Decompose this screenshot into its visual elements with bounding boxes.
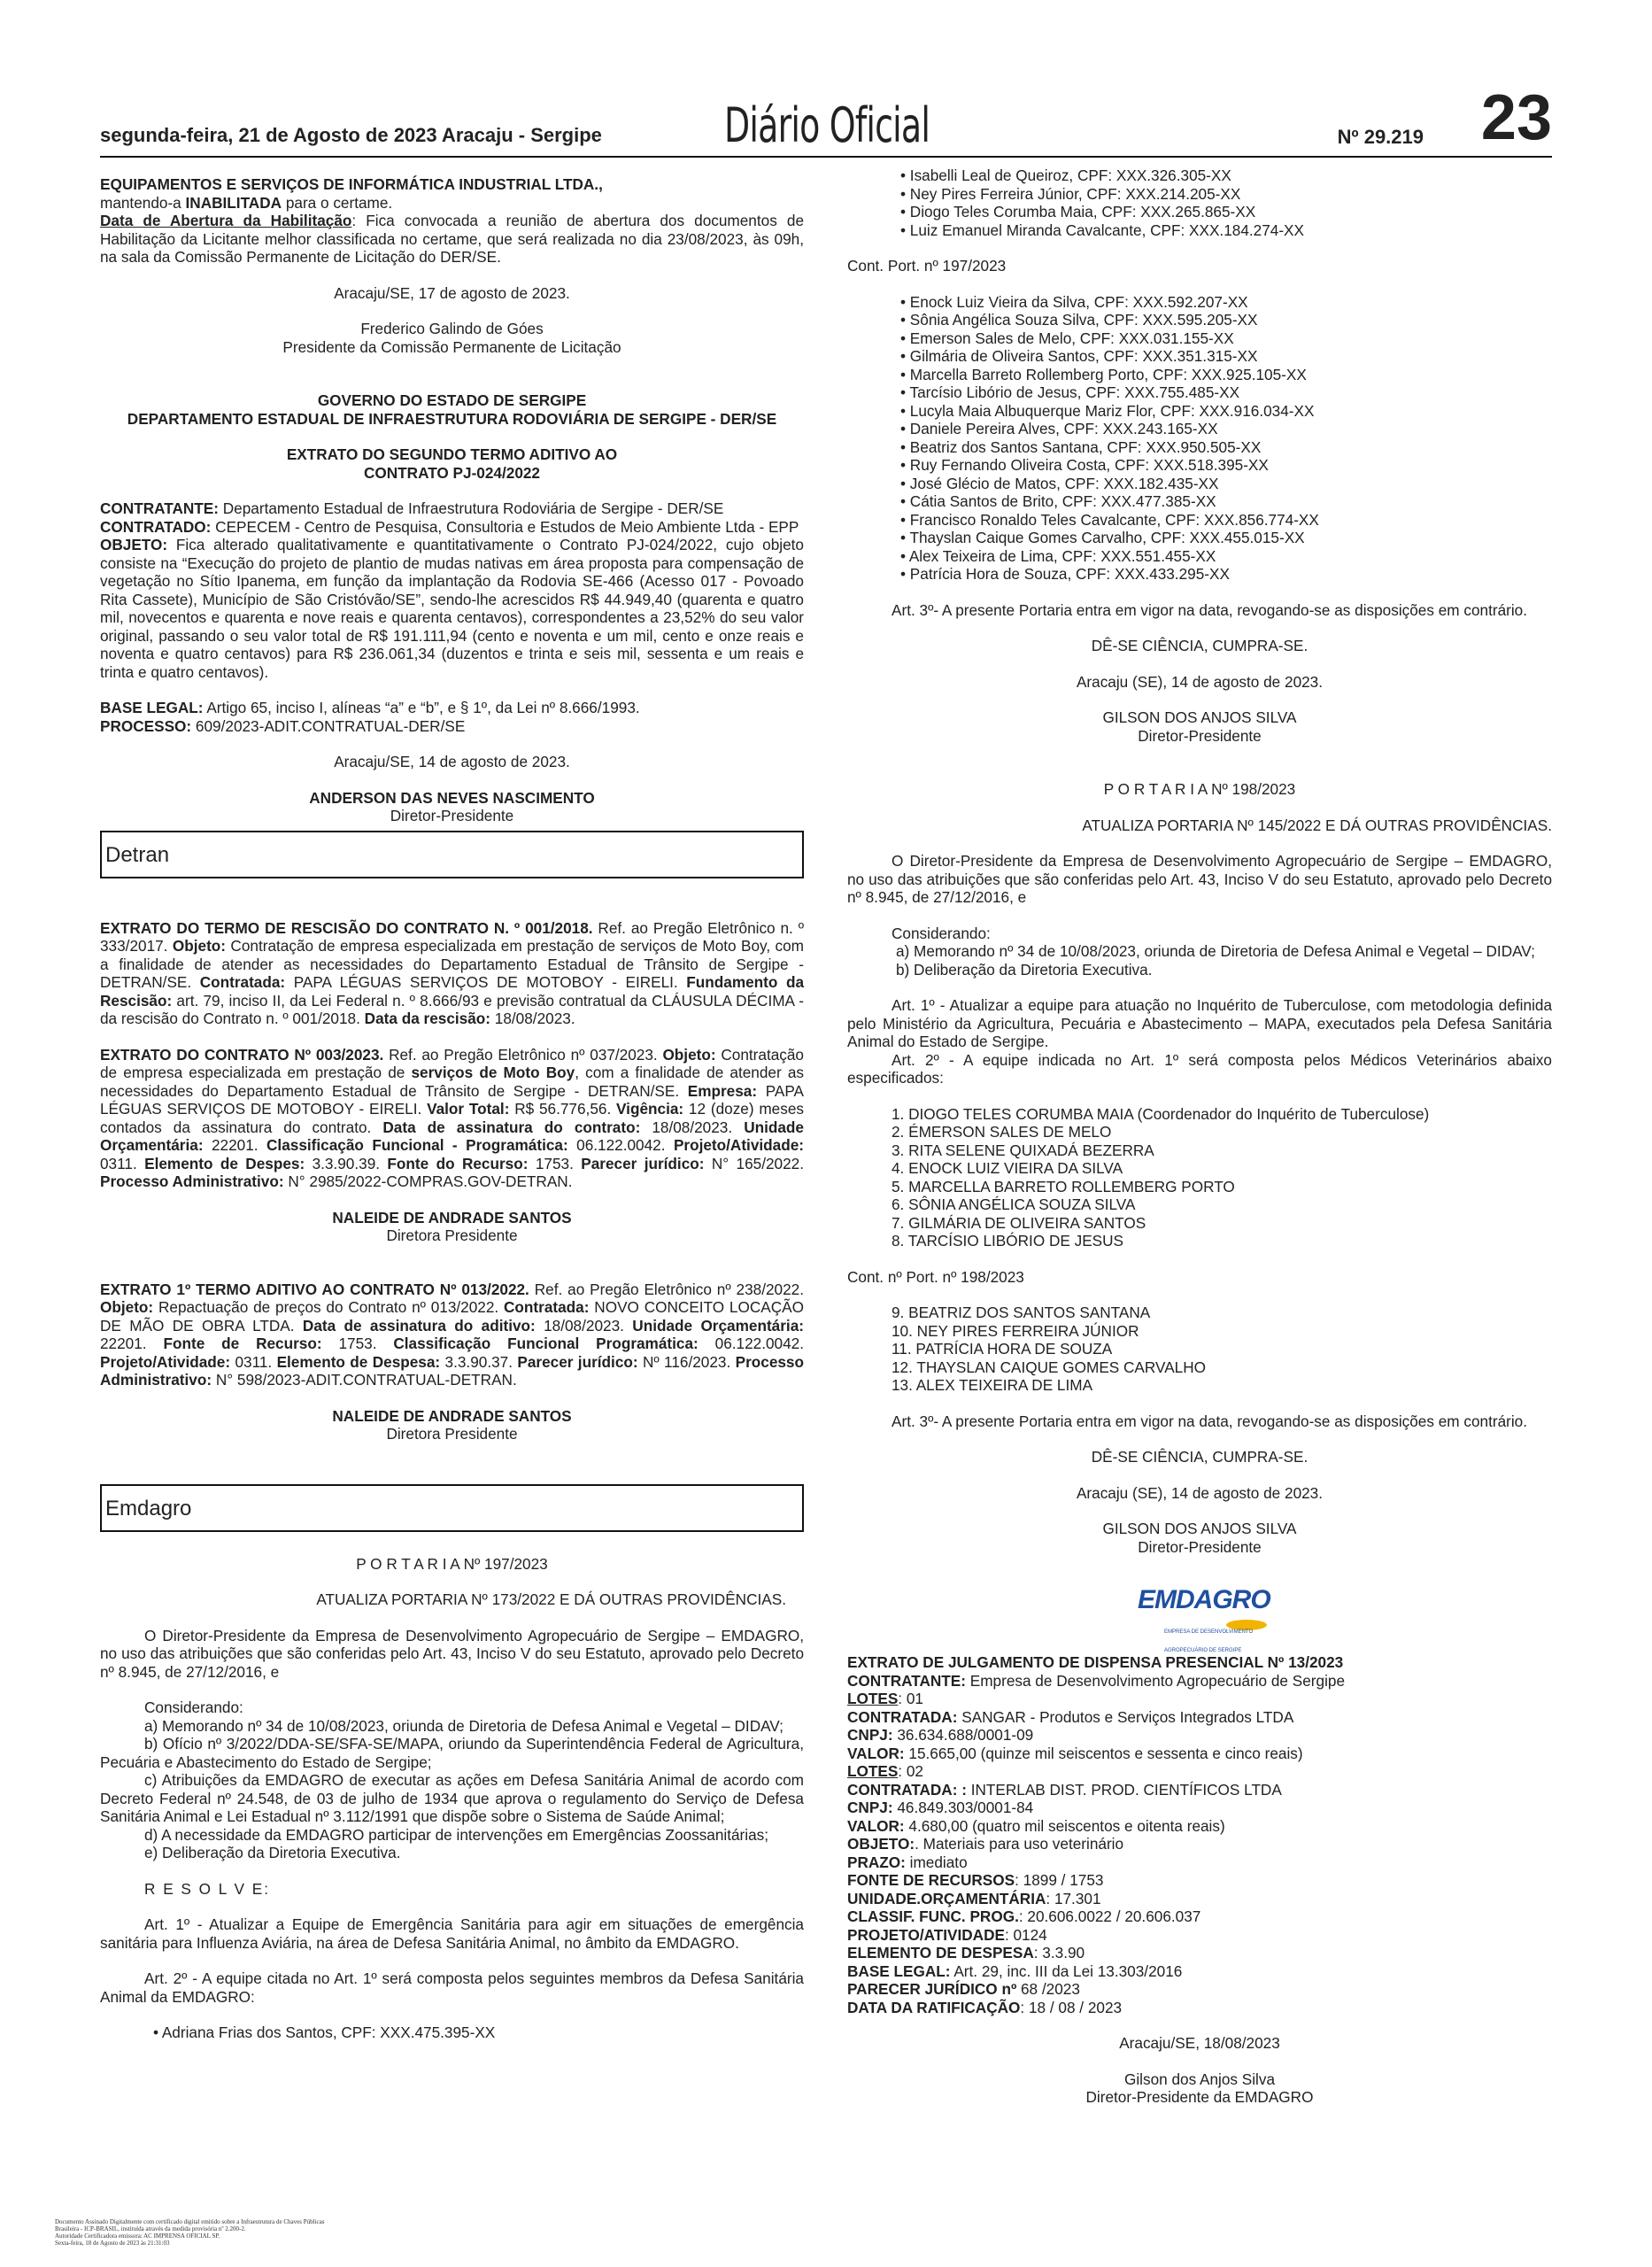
signatory-title: Diretor-Presidente (1138, 726, 1262, 745)
logo-subtitle: EMPRESA DE DESENVOLVIMENTO AGROPECUÁRIO DE SERGIPE (1164, 1629, 1254, 1653)
heading: EXTRATO DO SEGUNDO TERMO ADITIVO AO (286, 445, 618, 463)
paragraph: EXTRATO DO TERMO DE RESCISÃO DO CONTRATO N. º 001/2018. Ref. ao Pregão Eletrônico n. º 333/2017. Objeto: Contratação de empresa especializada em prestação de serviços de Moto Boy, com a finalidade de atender as necessidades do Departamento Estadual de Trânsito de Sergipe - DETRAN/SE. Contratada: PAPA LÉGUAS SERVIÇOS DE MOTOBOY - EIRELI. Fundamento da Rescisão: art. 79, inciso II, da Lei Federal n. º 8.666/93 e previsão contratual da CLÁUSULA DÉCIMA - da rescisão do Contrato n. º 001/2018. Data da rescisão: 18/08/2023. (100, 918, 804, 1027)
emdagro-logo (1129, 1585, 1270, 1653)
field-line: CONTRATADA: : INTERLAB DIST. PROD. CIENTÍFICOS LTDA (847, 1780, 1282, 1799)
date-line: Aracaju (SE), 14 de agosto de 2023. (1076, 672, 1324, 691)
list-item: 10. NEY PIRES FERREIRA JÚNIOR (892, 1321, 1139, 1340)
list-item: 8. TARCÍSIO LIBÓRIO DE JESUS (892, 1232, 1124, 1250)
section-header-detran: Detran (100, 831, 804, 878)
newspaper-title: Diário Oficial (724, 97, 930, 153)
text-line: Considerando: (892, 924, 991, 942)
header-date: segunda-feira, 21 de Agosto de 2023 Aracaju - Sergipe (100, 124, 602, 146)
list-item: • Diogo Teles Corumba Maia, CPF: XXX.265.865-XX (900, 203, 1256, 221)
list-item: • Isabelli Leal de Queiroz, CPF: XXX.326.305-XX (900, 166, 1231, 184)
date-line: Aracaju/SE, 18/08/2023 (1119, 2034, 1280, 2052)
paragraph: CONTRATANTE: Departamento Estadual de Infraestrutura Rodoviária de Sergipe - DER/SE (100, 499, 724, 517)
section-header-emdagro: Emdagro (100, 1484, 804, 1532)
list-item: • Francisco Ronaldo Teles Cavalcante, CPF: XXX.856.774-XX (900, 510, 1319, 529)
list-item: • Gilmária de Oliveira Santos, CPF: XXX.351.315-XX (900, 347, 1258, 365)
list-item: a) Memorando nº 34 de 10/08/2023, oriunda de Diretoria de Defesa Animal e Vegetal – DIDAV; (144, 1716, 784, 1735)
signatory-name: Gilson dos Anjos Silva (1123, 2070, 1276, 2088)
resolve-heading: R E S O L V E: (144, 1879, 270, 1898)
list-item: • Sônia Angélica Souza Silva, CPF: XXX.595.205-XX (900, 311, 1258, 329)
paragraph: Art. 3º- A presente Portaria entra em vigor na data, revogando-se as disposições em contrário. (892, 600, 1528, 619)
footer-line: Brasileira - ICP-BRASIL, instituída através da medida provisória nº 2.200-2. (55, 2225, 246, 2232)
paragraph: Art. 2º - A equipe citada no Art. 1º será composta pelos seguintes membros da Defesa Sanitária Animal da EMDAGRO: (100, 1969, 804, 2006)
signatory-name: GILSON DOS ANJOS SILVA (1102, 708, 1297, 726)
digital-signature-footer (55, 2218, 391, 2247)
list-item: 1. DIOGO TELES CORUMBA MAIA (Coordenador do Inquérito de Tuberculose) (892, 1104, 1430, 1123)
list-item: • Alex Teixeira de Lima, CPF: XXX.551.455-XX (900, 546, 1216, 565)
portaria-subtitle: ATUALIZA PORTARIA Nº 173/2022 E DÁ OUTRAS PROVIDÊNCIAS. (316, 1590, 786, 1608)
list-item: • Lucyla Maia Albuquerque Mariz Flor, CPF: XXX.916.034-XX (900, 401, 1315, 420)
list-item: • Emerson Sales de Melo, CPF: XXX.031.155-XX (900, 329, 1234, 347)
field-line: BASE LEGAL: Art. 29, inc. III da Lei 13.303/2016 (847, 1961, 1183, 1980)
list-item: b) Ofício nº 3/2022/DDA-SE/SFA-SE/MAPA, oriundo da Superintendência Federal de Agricultura, Pecuária e Abastecimento do Estado de Sergipe; (100, 1735, 804, 1771)
paragraph: Art. 3º- A presente Portaria entra em vigor na data, revogando-se as disposições em contrário. (892, 1412, 1528, 1430)
field-line: VALOR: 4.680,00 (quatro mil seiscentos e oitenta reais) (847, 1816, 1225, 1835)
list-item: 12. THAYSLAN CAIQUE GOMES CARVALHO (892, 1358, 1206, 1376)
footer-line: Documento Assinado Digitalmente com certificado digital emitido sobre a Infraestrutura de Chaves Públicas (55, 2218, 325, 2225)
signatory-name: GILSON DOS ANJOS SILVA (1102, 1520, 1297, 1537)
signatory-title: Diretor-Presidente (390, 807, 514, 824)
portaria-title: P O R T A R I A Nº 198/2023 (1103, 780, 1296, 798)
text-line: DÊ-SE CIÊNCIA, CUMPRA-SE. (1091, 637, 1308, 654)
date-line: Aracaju/SE, 17 de agosto de 2023. (334, 283, 570, 302)
list-item: • Tarcísio Libório de Jesus, CPF: XXX.755.485-XX (900, 383, 1240, 401)
portaria-title: P O R T A R I A Nº 197/2023 (356, 1554, 548, 1573)
date-line: Aracaju/SE, 14 de agosto de 2023. (334, 753, 570, 770)
list-item: • Adriana Frias dos Santos, CPF: XXX.475.395-XX (153, 2023, 496, 2041)
list-item: 9. BEATRIZ DOS SANTOS SANTANA (892, 1304, 1151, 1321)
list-item: 6. SÔNIA ANGÉLICA SOUZA SILVA (892, 1195, 1136, 1213)
list-item: • José Glécio de Matos, CPF: XXX.182.435-XX (900, 474, 1219, 492)
list-item: 13. ALEX TEIXEIRA DE LIMA (892, 1376, 1093, 1394)
list-item: • Thayslan Caique Gomes Carvalho, CPF: XXX.455.015-XX (900, 529, 1305, 546)
list-item: • Cátia Santos de Brito, CPF: XXX.477.385-XX (900, 492, 1216, 510)
field-line: PROJETO/ATIVIDADE: 0124 (847, 1925, 1047, 1944)
field-line: OBJETO:. Materiais para uso veterinário (847, 1835, 1124, 1853)
field-line: PARECER JURÍDICO nº 68 /2023 (847, 1980, 1080, 1998)
signatory-title: Diretor-Presidente da EMDAGRO (1085, 2088, 1314, 2106)
portaria-subtitle: ATUALIZA PORTARIA Nº 145/2022 E DÁ OUTRAS PROVIDÊNCIAS. (1082, 816, 1552, 834)
paragraph: Art. 1º - Atualizar a equipe para atuação no Inquérito de Tuberculose, com metodologia definida pelo Ministério da Agricultura, Pecuária e Abastecimento – MAPA, executados pela Defesa Sanitária Animal do Estado de Sergipe. (847, 996, 1552, 1050)
list-item: 11. PATRÍCIA HORA DE SOUZA (892, 1340, 1113, 1358)
signatory-name: NALEIDE DE ANDRADE SANTOS (332, 1406, 572, 1425)
page-header (100, 82, 1552, 158)
text-line: EQUIPAMENTOS E SERVIÇOS DE INFORMÁTICA INDUSTRIAL LTDA., (100, 175, 603, 193)
paragraph: CONTRATADO: CEPECEM - Centro de Pesquisa, Consultoria e Estudos de Meio Ambiente Ltda - EPP (100, 517, 799, 536)
signatory-name: NALEIDE DE ANDRADE SANTOS (332, 1208, 572, 1226)
continuation-label: Cont. nº Port. nº 198/2023 (847, 1267, 1024, 1286)
list-item: • Ney Pires Ferreira Júnior, CPF: XXX.214.205-XX (900, 184, 1241, 203)
list-item: 2. ÉMERSON SALES DE MELO (892, 1123, 1112, 1141)
paragraph: OBJETO: Fica alterado qualitativamente e quantitativamente o Contrato PJ-024/2022, cujo objeto consiste na “Execução do projeto de plantio de mudas nativas em área proposta para compensação de vegetação no Sítio Ipanema, em função da implantação da Rodovia SE-466 (Acesso 017 - Povoado Rita Cassete), Município de São Cristóvão/SE”, sendo-lhe acrescidos R$ 44.949,40 (quarenta e quatro mil, novecentos e quarenta e nove reais e quarenta centavos), correspondentes a 23,52% do seu valor original, passando o seu valor total de R$ 191.111,94 (cento e noventa e um mil, cento e onze reais e noventa e quatro centavos) para R$ 236.061,34 (duzentos e trinta e seis mil, sessenta e um reais e trinta e quatro centavos). (100, 536, 804, 681)
paragraph: O Diretor-Presidente da Empresa de Desenvolvimento Agropecuário de Sergipe – EMDAGRO, no uso das atribuições que são conferidas pelo Art. 43, Inciso V do seu Estatuto, aprovado pelo Decreto nº 8.945, de 27/12/2016, e (847, 852, 1552, 906)
footer-line: Autoridade Certificadora emissora: AC IMPRENSA OFICIAL SP. (55, 2232, 220, 2240)
heading: GOVERNO DO ESTADO DE SERGIPE (317, 391, 587, 409)
list-item: • Luiz Emanuel Miranda Cavalcante, CPF: XXX.184.274-XX (900, 221, 1304, 239)
signatory-title: Presidente da Comissão Permanente de Licitação (282, 337, 621, 356)
right-column (847, 166, 1552, 2107)
field-line: FONTE DE RECURSOS: 1899 / 1753 (847, 1871, 1104, 1889)
text-line: DÊ-SE CIÊNCIA, CUMPRA-SE. (1091, 1448, 1308, 1466)
list-item: • Patrícia Hora de Souza, CPF: XXX.433.295-XX (900, 565, 1230, 583)
page-number: 23 (1480, 82, 1552, 153)
signatory-title: Diretora Presidente (386, 1425, 518, 1443)
paragraph: O Diretor-Presidente da Empresa de Desenvolvimento Agropecuário de Sergipe – EMDAGRO, no uso das atribuições que são conferidas pelo Art. 43, Inciso V do seu Estatuto, aprovado pelo Decreto nº 8.945, de 27/12/2016, e (100, 1626, 804, 1681)
text-line: mantendo-a INABILITADA para o certame. (100, 193, 393, 212)
list-item: b) Deliberação da Diretoria Executiva. (896, 960, 1153, 979)
edition-number: Nº 29.219 (1337, 126, 1424, 148)
field-line: UNIDADE.ORÇAMENTÁRIA: 17.301 (847, 1889, 1101, 1907)
paragraph: Art. 1º - Atualizar a Equipe de Emergência Sanitária para agir em situações de emergência sanitária para Influenza Aviária, na área de Defesa Sanitária Animal, no âmbito da EMDAGRO. (100, 1915, 804, 1952)
continuation-label: Cont. Port. nº 197/2023 (847, 257, 1007, 275)
signatory-name: ANDERSON DAS NEVES NASCIMENTO (309, 788, 595, 807)
field-line: CLASSIF. FUNC. PROG.: 20.606.0022 / 20.606.037 (847, 1907, 1201, 1925)
list-item: 5. MARCELLA BARRETO ROLLEMBERG PORTO (892, 1177, 1235, 1195)
list-item: • Marcella Barreto Rollemberg Porto, CPF: XXX.925.105-XX (900, 365, 1307, 383)
list-item: 4. ENOCK LUIZ VIEIRA DA SILVA (892, 1159, 1123, 1177)
list-item: 3. RITA SELENE QUIXADÁ BEZERRA (892, 1141, 1154, 1159)
field-line: LOTES: 01 (847, 1690, 923, 1707)
field-line: ELEMENTO DE DESPESA: 3.3.90 (847, 1944, 1085, 1961)
list-item: • Ruy Fernando Oliveira Costa, CPF: XXX.518.395-XX (900, 456, 1269, 474)
field-line: LOTES: 02 (847, 1762, 923, 1780)
signatory-name: Frederico Galindo de Góes (360, 320, 544, 337)
list-item: 7. GILMÁRIA DE OLIVEIRA SANTOS (892, 1213, 1146, 1232)
paragraph: PROCESSO: 609/2023-ADIT.CONTRATUAL-DER/SE (100, 716, 466, 735)
field-line: VALOR: 15.665,00 (quinze mil seiscentos e sessenta e cinco reais) (847, 1744, 1303, 1762)
footer-line: Sexta-feira, 18 de Agosto de 2023 às 21:31:03 (55, 2240, 170, 2247)
field-line: DATA DA RATIFICAÇÃO: 18 / 08 / 2023 (847, 1998, 1123, 2016)
paragraph: Art. 2º - A equipe indicada no Art. 1º será composta pelos Médicos Veterinários abaixo especificados: (847, 1050, 1552, 1087)
extract-title: EXTRATO DE JULGAMENTO DE DISPENSA PRESENCIAL Nº 13/2023 (847, 1653, 1344, 1671)
field-line: CNPJ: 36.634.688/0001-09 (847, 1726, 1034, 1744)
paragraph: BASE LEGAL: Artigo 65, inciso I, alíneas “a” e “b”, e § 1º, da Lei nº 8.666/1993. (100, 699, 640, 716)
left-column (100, 175, 804, 2042)
signatory-title: Diretor-Presidente (1138, 1537, 1262, 1556)
list-item: • Daniele Pereira Alves, CPF: XXX.243.165-XX (900, 420, 1218, 437)
list-item: c) Atribuições da EMDAGRO de executar as ações em Defesa Sanitária Animal de acordo com Decreto Federal nº 24.548, de 03 de julho de 1934 que aprova o regulamento do Serviço de Defesa Sanitária Animal e Lei Estadual nº 3.112/1991 que dispõe sobre o Sistema de Saúde Animal; (100, 1771, 804, 1825)
heading: DEPARTAMENTO ESTADUAL DE INFRAESTRUTURA RODOVIÁRIA DE SERGIPE - DER/SE (127, 409, 777, 428)
signatory-title: Diretora Presidente (386, 1226, 518, 1244)
logo-wordmark: EMDAGRO (1138, 1585, 1270, 1614)
list-item: a) Memorando nº 34 de 10/08/2023, oriunda de Diretoria de Defesa Animal e Vegetal – DIDAV; (896, 942, 1535, 960)
paragraph: Data de Abertura da Habilitação: Fica convocada a reunião de abertura dos documentos de Habilitação da Licitante melhor classificada no certame, que será realizada no dia 23/08/2023, às 09h, na sala da Comissão Permanente de Licitação do DER/SE. (100, 212, 804, 266)
field-line: CONTRATANTE: Empresa de Desenvolvimento Agropecuário de Sergipe (847, 1671, 1346, 1690)
paragraph: EXTRATO DO CONTRATO Nº 003/2023. Ref. ao Pregão Eletrônico nº 037/2023. Objeto: Contratação de empresa especializada em prestação de serviços de Moto Boy, com a finalidade de atender as necessidades do Departamento Estadual de Trânsito de Sergipe - DETRAN/SE. Empresa: PAPA LÉGUAS SERVIÇOS DE MOTOBOY - EIRELI. Valor Total: R$ 56.776,56. Vigência: 12 (doze) meses contados da assinatura do contrato. Data de assinatura do contrato: 18/08/2023. Unidade Orçamentária: 22201. Classificação Funcional - Programática: 06.122.0042. Projeto/Atividade: 0311. Elemento de Despes: 3.3.90.39. Fonte do Recurso: 1753. Parecer jurídico: N° 165/2022. Processo Administrativo: N° 2985/2022-COMPRAS.GOV-DETRAN. (100, 1045, 805, 1190)
heading: CONTRATO PJ-024/2022 (363, 463, 540, 482)
field-line: CNPJ: 46.849.303/0001-84 (847, 1799, 1034, 1816)
field-line: CONTRATADA: SANGAR - Produtos e Serviços Integrados LTDA (847, 1707, 1294, 1726)
field-line: PRAZO: imediato (847, 1853, 968, 1871)
list-item: • Beatriz dos Santos Santana, CPF: XXX.950.505-XX (900, 437, 1262, 456)
paragraph: EXTRATO 1º TERMO ADITIVO AO CONTRATO Nº 013/2022. Ref. ao Pregão Eletrônico nº 238/2022. Objeto: Repactuação de preços do Contrato nº 013/2022. Contratada: NOVO CONCEITO LOCAÇÃO DE MÃO DE OBRA LTDA. Data de assinatura do aditivo: 18/08/2023. Unidade Orçamentária: 22201. Fonte de Recurso: 1753. Classificação Funcional Programática: 06.122.0042. Projeto/Atividade: 0311. Elemento de Despesa: 3.3.90.37. Parecer jurídico: Nº 116/2023. Processo Administrativo: N° 598/2023-ADIT.CONTRATUAL-DETRAN. (100, 1280, 804, 1389)
list-item: e) Deliberação da Diretoria Executiva. (144, 1844, 401, 1861)
list-item: d) A necessidade da EMDAGRO participar de intervenções em Emergências Zoossanitárias; (144, 1825, 769, 1844)
text-line: Considerando: (144, 1698, 243, 1716)
list-item: • Enock Luiz Vieira da Silva, CPF: XXX.592.207-XX (900, 292, 1248, 311)
date-line: Aracaju (SE), 14 de agosto de 2023. (1076, 1483, 1324, 1502)
